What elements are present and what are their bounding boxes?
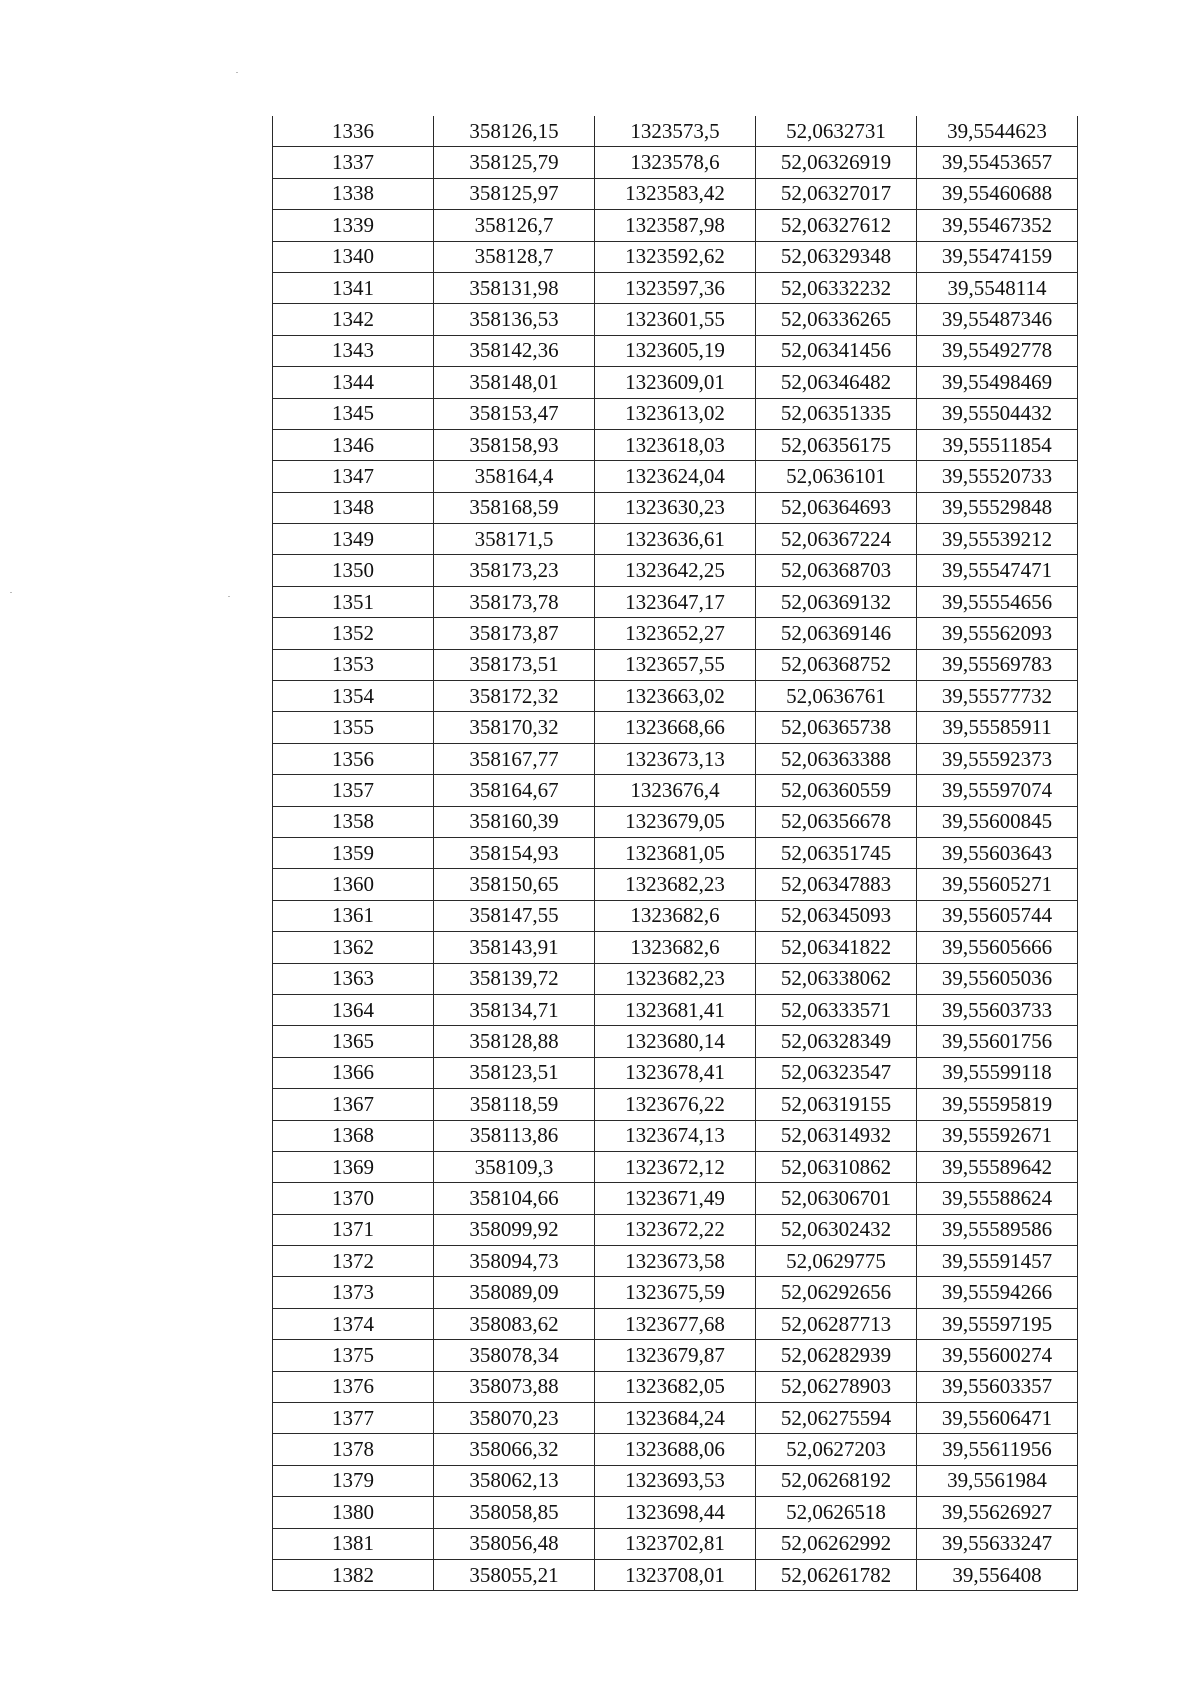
cell-point-number: 1374: [273, 1308, 434, 1339]
cell-longitude: 39,55529848: [917, 492, 1078, 523]
cell-longitude: 39,55606471: [917, 1403, 1078, 1434]
cell-x-coordinate: 358142,36: [434, 335, 595, 366]
cell-latitude: 52,06328349: [756, 1026, 917, 1057]
cell-x-coordinate: 358164,4: [434, 461, 595, 492]
cell-x-coordinate: 358136,53: [434, 304, 595, 335]
cell-x-coordinate: 358148,01: [434, 367, 595, 398]
table-row: [273, 1151, 1078, 1182]
cell-y-coordinate: 1323680,14: [595, 1026, 756, 1057]
cell-point-number: 1381: [273, 1528, 434, 1559]
cell-x-coordinate: 358164,67: [434, 775, 595, 806]
table-row: [273, 210, 1078, 241]
table-row: [273, 1089, 1078, 1120]
cell-latitude: 52,06268192: [756, 1465, 917, 1496]
cell-latitude: 52,06368703: [756, 555, 917, 586]
cell-longitude: 39,55460688: [917, 178, 1078, 209]
cell-point-number: 1376: [273, 1371, 434, 1402]
cell-x-coordinate: 358109,3: [434, 1151, 595, 1182]
cell-longitude: 39,55594266: [917, 1277, 1078, 1308]
cell-longitude: 39,55520733: [917, 461, 1078, 492]
table-row: [273, 1183, 1078, 1214]
table-row: [273, 335, 1078, 366]
cell-y-coordinate: 1323597,36: [595, 272, 756, 303]
cell-longitude: 39,5544623: [917, 116, 1078, 147]
table-row: [273, 1434, 1078, 1465]
cell-y-coordinate: 1323657,55: [595, 649, 756, 680]
cell-longitude: 39,55611956: [917, 1434, 1078, 1465]
cell-latitude: 52,06319155: [756, 1089, 917, 1120]
cell-latitude: 52,0629775: [756, 1246, 917, 1277]
cell-x-coordinate: 358131,98: [434, 272, 595, 303]
cell-x-coordinate: 358153,47: [434, 398, 595, 429]
cell-latitude: 52,06351745: [756, 837, 917, 868]
table-row: [273, 1559, 1078, 1590]
cell-y-coordinate: 1323647,17: [595, 586, 756, 617]
cell-x-coordinate: 358058,85: [434, 1497, 595, 1528]
table-row: [273, 1120, 1078, 1151]
cell-x-coordinate: 358128,88: [434, 1026, 595, 1057]
cell-longitude: 39,556408: [917, 1559, 1078, 1590]
cell-y-coordinate: 1323679,05: [595, 806, 756, 837]
table-row: [273, 304, 1078, 335]
cell-longitude: 39,55603643: [917, 837, 1078, 868]
table-row: [273, 116, 1078, 147]
cell-point-number: 1365: [273, 1026, 434, 1057]
cell-y-coordinate: 1323671,49: [595, 1183, 756, 1214]
cell-y-coordinate: 1323652,27: [595, 618, 756, 649]
cell-y-coordinate: 1323681,05: [595, 837, 756, 868]
cell-y-coordinate: 1323682,05: [595, 1371, 756, 1402]
cell-latitude: 52,06302432: [756, 1214, 917, 1245]
cell-point-number: 1337: [273, 147, 434, 178]
cell-longitude: 39,55605271: [917, 869, 1078, 900]
cell-y-coordinate: 1323688,06: [595, 1434, 756, 1465]
cell-point-number: 1380: [273, 1497, 434, 1528]
cell-x-coordinate: 358055,21: [434, 1559, 595, 1590]
cell-latitude: 52,06262992: [756, 1528, 917, 1559]
cell-latitude: 52,06338062: [756, 963, 917, 994]
cell-latitude: 52,06336265: [756, 304, 917, 335]
cell-latitude: 52,06326919: [756, 147, 917, 178]
cell-x-coordinate: 358143,91: [434, 932, 595, 963]
cell-latitude: 52,06292656: [756, 1277, 917, 1308]
coordinates-table: [272, 116, 1078, 1591]
cell-longitude: 39,55467352: [917, 210, 1078, 241]
cell-y-coordinate: 1323573,5: [595, 116, 756, 147]
table-row: [273, 241, 1078, 272]
cell-y-coordinate: 1323682,23: [595, 963, 756, 994]
cell-y-coordinate: 1323702,81: [595, 1528, 756, 1559]
cell-latitude: 52,06282939: [756, 1340, 917, 1371]
cell-longitude: 39,55595819: [917, 1089, 1078, 1120]
table-row: [273, 272, 1078, 303]
cell-latitude: 52,06333571: [756, 994, 917, 1025]
table-row: [273, 1465, 1078, 1496]
cell-longitude: 39,5548114: [917, 272, 1078, 303]
cell-longitude: 39,55569783: [917, 649, 1078, 680]
cell-latitude: 52,06314932: [756, 1120, 917, 1151]
cell-point-number: 1372: [273, 1246, 434, 1277]
cell-y-coordinate: 1323601,55: [595, 304, 756, 335]
cell-longitude: 39,55600274: [917, 1340, 1078, 1371]
cell-x-coordinate: 358173,87: [434, 618, 595, 649]
cell-longitude: 39,55577732: [917, 681, 1078, 712]
cell-x-coordinate: 358172,32: [434, 681, 595, 712]
cell-point-number: 1375: [273, 1340, 434, 1371]
cell-longitude: 39,55605036: [917, 963, 1078, 994]
cell-x-coordinate: 358073,88: [434, 1371, 595, 1402]
cell-y-coordinate: 1323673,58: [595, 1246, 756, 1277]
cell-longitude: 39,55562093: [917, 618, 1078, 649]
cell-longitude: 39,55539212: [917, 524, 1078, 555]
cell-longitude: 39,55453657: [917, 147, 1078, 178]
cell-y-coordinate: 1323698,44: [595, 1497, 756, 1528]
cell-latitude: 52,0632731: [756, 116, 917, 147]
cell-longitude: 39,55603357: [917, 1371, 1078, 1402]
cell-y-coordinate: 1323636,61: [595, 524, 756, 555]
cell-latitude: 52,06287713: [756, 1308, 917, 1339]
cell-latitude: 52,0636101: [756, 461, 917, 492]
cell-point-number: 1341: [273, 272, 434, 303]
cell-latitude: 52,06341822: [756, 932, 917, 963]
cell-point-number: 1378: [273, 1434, 434, 1465]
cell-latitude: 52,06327612: [756, 210, 917, 241]
cell-point-number: 1352: [273, 618, 434, 649]
cell-point-number: 1370: [273, 1183, 434, 1214]
cell-x-coordinate: 358066,32: [434, 1434, 595, 1465]
table-row: [273, 775, 1078, 806]
cell-y-coordinate: 1323674,13: [595, 1120, 756, 1151]
cell-point-number: 1363: [273, 963, 434, 994]
table-row: [273, 932, 1078, 963]
cell-point-number: 1349: [273, 524, 434, 555]
table-row: [273, 367, 1078, 398]
cell-x-coordinate: 358173,51: [434, 649, 595, 680]
cell-x-coordinate: 358104,66: [434, 1183, 595, 1214]
cell-point-number: 1367: [273, 1089, 434, 1120]
cell-point-number: 1360: [273, 869, 434, 900]
cell-y-coordinate: 1323673,13: [595, 743, 756, 774]
table-row: [273, 1403, 1078, 1434]
cell-longitude: 39,55592373: [917, 743, 1078, 774]
cell-latitude: 52,06341456: [756, 335, 917, 366]
cell-latitude: 52,06332232: [756, 272, 917, 303]
cell-point-number: 1351: [273, 586, 434, 617]
cell-longitude: 39,55597195: [917, 1308, 1078, 1339]
cell-longitude: 39,55626927: [917, 1497, 1078, 1528]
cell-x-coordinate: 358094,73: [434, 1246, 595, 1277]
cell-y-coordinate: 1323605,19: [595, 335, 756, 366]
cell-longitude: 39,55597074: [917, 775, 1078, 806]
table-row: [273, 649, 1078, 680]
cell-longitude: 39,55601756: [917, 1026, 1078, 1057]
cell-x-coordinate: 358160,39: [434, 806, 595, 837]
cell-x-coordinate: 358134,71: [434, 994, 595, 1025]
scan-speck: [236, 72, 238, 73]
cell-y-coordinate: 1323587,98: [595, 210, 756, 241]
scan-speck: [10, 592, 12, 593]
cell-longitude: 39,55487346: [917, 304, 1078, 335]
cell-y-coordinate: 1323676,4: [595, 775, 756, 806]
scan-speck: [228, 596, 230, 597]
cell-latitude: 52,06345093: [756, 900, 917, 931]
table-row: [273, 1308, 1078, 1339]
cell-point-number: 1368: [273, 1120, 434, 1151]
cell-point-number: 1339: [273, 210, 434, 241]
cell-point-number: 1345: [273, 398, 434, 429]
cell-x-coordinate: 358062,13: [434, 1465, 595, 1496]
cell-x-coordinate: 358126,15: [434, 116, 595, 147]
cell-point-number: 1343: [273, 335, 434, 366]
cell-longitude: 39,55474159: [917, 241, 1078, 272]
cell-y-coordinate: 1323630,23: [595, 492, 756, 523]
cell-x-coordinate: 358154,93: [434, 837, 595, 868]
cell-point-number: 1355: [273, 712, 434, 743]
cell-point-number: 1382: [273, 1559, 434, 1590]
cell-latitude: 52,06346482: [756, 367, 917, 398]
table-row: [273, 994, 1078, 1025]
table-row: [273, 1340, 1078, 1371]
cell-x-coordinate: 358173,78: [434, 586, 595, 617]
cell-longitude: 39,55588624: [917, 1183, 1078, 1214]
cell-point-number: 1348: [273, 492, 434, 523]
cell-x-coordinate: 358139,72: [434, 963, 595, 994]
cell-point-number: 1377: [273, 1403, 434, 1434]
cell-point-number: 1353: [273, 649, 434, 680]
cell-longitude: 39,55492778: [917, 335, 1078, 366]
table-row: [273, 398, 1078, 429]
cell-point-number: 1356: [273, 743, 434, 774]
table-row: [273, 1214, 1078, 1245]
cell-x-coordinate: 358167,77: [434, 743, 595, 774]
cell-y-coordinate: 1323578,6: [595, 147, 756, 178]
cell-y-coordinate: 1323609,01: [595, 367, 756, 398]
cell-point-number: 1344: [273, 367, 434, 398]
table-row: [273, 1497, 1078, 1528]
table-row: [273, 147, 1078, 178]
cell-point-number: 1354: [273, 681, 434, 712]
cell-y-coordinate: 1323679,87: [595, 1340, 756, 1371]
table-row: [273, 524, 1078, 555]
table-row: [273, 1057, 1078, 1088]
cell-point-number: 1366: [273, 1057, 434, 1088]
table-row: [273, 586, 1078, 617]
cell-latitude: 52,06275594: [756, 1403, 917, 1434]
table-row: [273, 1371, 1078, 1402]
cell-longitude: 39,55633247: [917, 1528, 1078, 1559]
table-row: [273, 1528, 1078, 1559]
cell-longitude: 39,5561984: [917, 1465, 1078, 1496]
cell-y-coordinate: 1323676,22: [595, 1089, 756, 1120]
cell-longitude: 39,55589586: [917, 1214, 1078, 1245]
cell-y-coordinate: 1323682,6: [595, 932, 756, 963]
cell-latitude: 52,06365738: [756, 712, 917, 743]
cell-latitude: 52,06368752: [756, 649, 917, 680]
cell-point-number: 1358: [273, 806, 434, 837]
cell-y-coordinate: 1323663,02: [595, 681, 756, 712]
cell-y-coordinate: 1323682,23: [595, 869, 756, 900]
cell-x-coordinate: 358126,7: [434, 210, 595, 241]
table-row: [273, 900, 1078, 931]
cell-longitude: 39,55605666: [917, 932, 1078, 963]
cell-longitude: 39,55554656: [917, 586, 1078, 617]
cell-x-coordinate: 358171,5: [434, 524, 595, 555]
cell-y-coordinate: 1323668,66: [595, 712, 756, 743]
cell-latitude: 52,06363388: [756, 743, 917, 774]
cell-x-coordinate: 358158,93: [434, 429, 595, 460]
cell-y-coordinate: 1323684,24: [595, 1403, 756, 1434]
cell-latitude: 52,0626518: [756, 1497, 917, 1528]
cell-point-number: 1340: [273, 241, 434, 272]
cell-point-number: 1346: [273, 429, 434, 460]
cell-longitude: 39,55600845: [917, 806, 1078, 837]
cell-y-coordinate: 1323618,03: [595, 429, 756, 460]
cell-longitude: 39,55592671: [917, 1120, 1078, 1151]
table-row: [273, 837, 1078, 868]
cell-longitude: 39,55547471: [917, 555, 1078, 586]
table-row: [273, 806, 1078, 837]
cell-y-coordinate: 1323681,41: [595, 994, 756, 1025]
cell-point-number: 1362: [273, 932, 434, 963]
cell-x-coordinate: 358083,62: [434, 1308, 595, 1339]
cell-x-coordinate: 358099,92: [434, 1214, 595, 1245]
cell-x-coordinate: 358089,09: [434, 1277, 595, 1308]
cell-x-coordinate: 358173,23: [434, 555, 595, 586]
cell-x-coordinate: 358147,55: [434, 900, 595, 931]
cell-point-number: 1336: [273, 116, 434, 147]
table-row: [273, 618, 1078, 649]
cell-longitude: 39,55504432: [917, 398, 1078, 429]
table-row: [273, 681, 1078, 712]
table-row: [273, 429, 1078, 460]
cell-x-coordinate: 358123,51: [434, 1057, 595, 1088]
cell-point-number: 1373: [273, 1277, 434, 1308]
cell-y-coordinate: 1323583,42: [595, 178, 756, 209]
cell-point-number: 1357: [273, 775, 434, 806]
cell-point-number: 1350: [273, 555, 434, 586]
cell-longitude: 39,55585911: [917, 712, 1078, 743]
cell-y-coordinate: 1323672,22: [595, 1214, 756, 1245]
table-row: [273, 492, 1078, 523]
cell-latitude: 52,06329348: [756, 241, 917, 272]
cell-x-coordinate: 358125,97: [434, 178, 595, 209]
cell-y-coordinate: 1323678,41: [595, 1057, 756, 1088]
cell-latitude: 52,06310862: [756, 1151, 917, 1182]
cell-longitude: 39,55603733: [917, 994, 1078, 1025]
cell-latitude: 52,06306701: [756, 1183, 917, 1214]
cell-latitude: 52,06364693: [756, 492, 917, 523]
cell-latitude: 52,06323547: [756, 1057, 917, 1088]
table-row: [273, 963, 1078, 994]
cell-x-coordinate: 358168,59: [434, 492, 595, 523]
cell-latitude: 52,06369146: [756, 618, 917, 649]
table-row: [273, 712, 1078, 743]
cell-latitude: 52,06351335: [756, 398, 917, 429]
cell-longitude: 39,55591457: [917, 1246, 1078, 1277]
cell-x-coordinate: 358056,48: [434, 1528, 595, 1559]
cell-latitude: 52,06327017: [756, 178, 917, 209]
cell-latitude: 52,06261782: [756, 1559, 917, 1590]
cell-y-coordinate: 1323672,12: [595, 1151, 756, 1182]
cell-latitude: 52,06356678: [756, 806, 917, 837]
cell-y-coordinate: 1323675,59: [595, 1277, 756, 1308]
cell-latitude: 52,06360559: [756, 775, 917, 806]
cell-longitude: 39,55605744: [917, 900, 1078, 931]
table-row: [273, 1246, 1078, 1277]
cell-point-number: 1347: [273, 461, 434, 492]
cell-latitude: 52,0627203: [756, 1434, 917, 1465]
cell-x-coordinate: 358118,59: [434, 1089, 595, 1120]
cell-latitude: 52,06278903: [756, 1371, 917, 1402]
cell-longitude: 39,55599118: [917, 1057, 1078, 1088]
table-row: [273, 743, 1078, 774]
cell-y-coordinate: 1323677,68: [595, 1308, 756, 1339]
cell-y-coordinate: 1323693,53: [595, 1465, 756, 1496]
cell-longitude: 39,55589642: [917, 1151, 1078, 1182]
cell-y-coordinate: 1323592,62: [595, 241, 756, 272]
table-row: [273, 178, 1078, 209]
table-row: [273, 1026, 1078, 1057]
cell-latitude: 52,06369132: [756, 586, 917, 617]
cell-y-coordinate: 1323682,6: [595, 900, 756, 931]
cell-latitude: 52,06347883: [756, 869, 917, 900]
cell-point-number: 1379: [273, 1465, 434, 1496]
cell-x-coordinate: 358128,7: [434, 241, 595, 272]
table-row: [273, 869, 1078, 900]
cell-latitude: 52,0636761: [756, 681, 917, 712]
cell-point-number: 1371: [273, 1214, 434, 1245]
cell-y-coordinate: 1323642,25: [595, 555, 756, 586]
cell-x-coordinate: 358113,86: [434, 1120, 595, 1151]
cell-latitude: 52,06367224: [756, 524, 917, 555]
cell-point-number: 1359: [273, 837, 434, 868]
cell-point-number: 1364: [273, 994, 434, 1025]
table-row: [273, 555, 1078, 586]
coordinates-table-body: [273, 116, 1078, 1591]
cell-y-coordinate: 1323613,02: [595, 398, 756, 429]
cell-x-coordinate: 358150,65: [434, 869, 595, 900]
cell-point-number: 1338: [273, 178, 434, 209]
cell-y-coordinate: 1323624,04: [595, 461, 756, 492]
cell-longitude: 39,55498469: [917, 367, 1078, 398]
cell-x-coordinate: 358078,34: [434, 1340, 595, 1371]
cell-x-coordinate: 358170,32: [434, 712, 595, 743]
cell-latitude: 52,06356175: [756, 429, 917, 460]
table-row: [273, 1277, 1078, 1308]
cell-point-number: 1342: [273, 304, 434, 335]
cell-point-number: 1361: [273, 900, 434, 931]
cell-longitude: 39,55511854: [917, 429, 1078, 460]
cell-x-coordinate: 358125,79: [434, 147, 595, 178]
table-row: [273, 461, 1078, 492]
cell-y-coordinate: 1323708,01: [595, 1559, 756, 1590]
cell-x-coordinate: 358070,23: [434, 1403, 595, 1434]
cell-point-number: 1369: [273, 1151, 434, 1182]
